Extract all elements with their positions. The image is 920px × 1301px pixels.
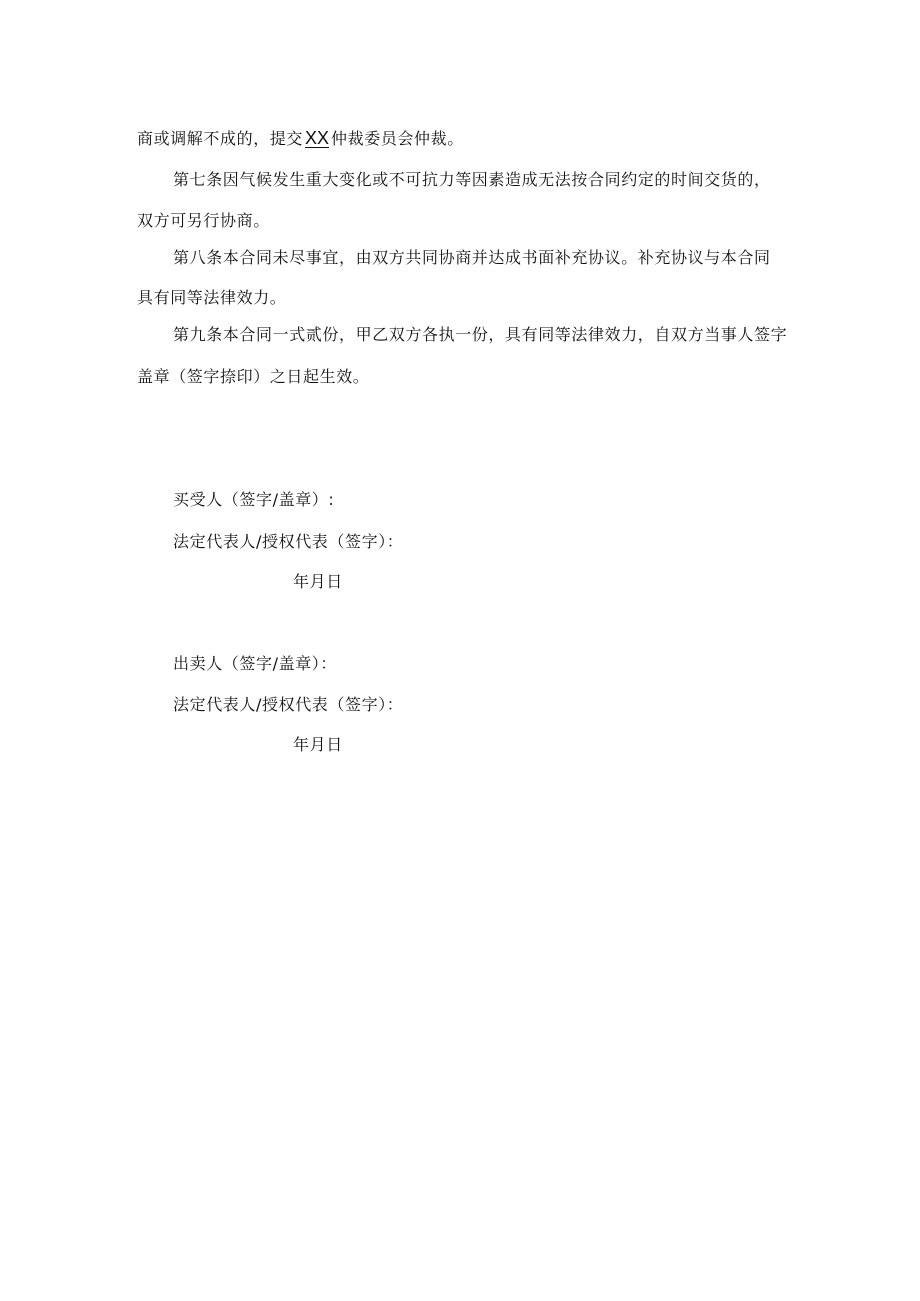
clause-6-text-after: 仲裁委员会仲裁。	[331, 129, 464, 148]
clause-9-line-2: 盖章（签字捺印）之日起生效。	[137, 367, 370, 386]
clause-7-line-1: 第七条因气候发生重大变化或不可抗力等因素造成无法按合同约定的时间交货的，	[173, 170, 771, 189]
seller-signature-label: 出卖人（签字/盖章）：	[173, 654, 337, 673]
seller-date-label: 年月日	[293, 735, 343, 754]
clause-7-line-2: 双方可另行协商。	[137, 211, 270, 230]
arbitration-committee-placeholder: XX	[305, 128, 330, 148]
buyer-signature-label: 买受人（签字/盖章）:	[173, 490, 335, 509]
seller-representative-label: 法定代表人/授权代表（签字）：	[173, 695, 404, 714]
clause-9-line-1: 第九条本合同一式贰份，甲乙双方各执一份，具有同等法律效力，自双方当事人签字	[173, 325, 788, 344]
buyer-date-label: 年月日	[293, 572, 343, 591]
clause-8-line-1: 第八条本合同未尽事宜，由双方共同协商并达成书面补充协议。补充协议与本合同	[173, 248, 771, 267]
clause-6-text-before: 商或调解不成的，提交	[137, 129, 304, 148]
buyer-representative-label: 法定代表人/授权代表（签字）：	[173, 532, 404, 551]
clause-8-line-2: 具有同等法律效力。	[137, 288, 287, 307]
clause-6-end-line	[137, 128, 464, 149]
